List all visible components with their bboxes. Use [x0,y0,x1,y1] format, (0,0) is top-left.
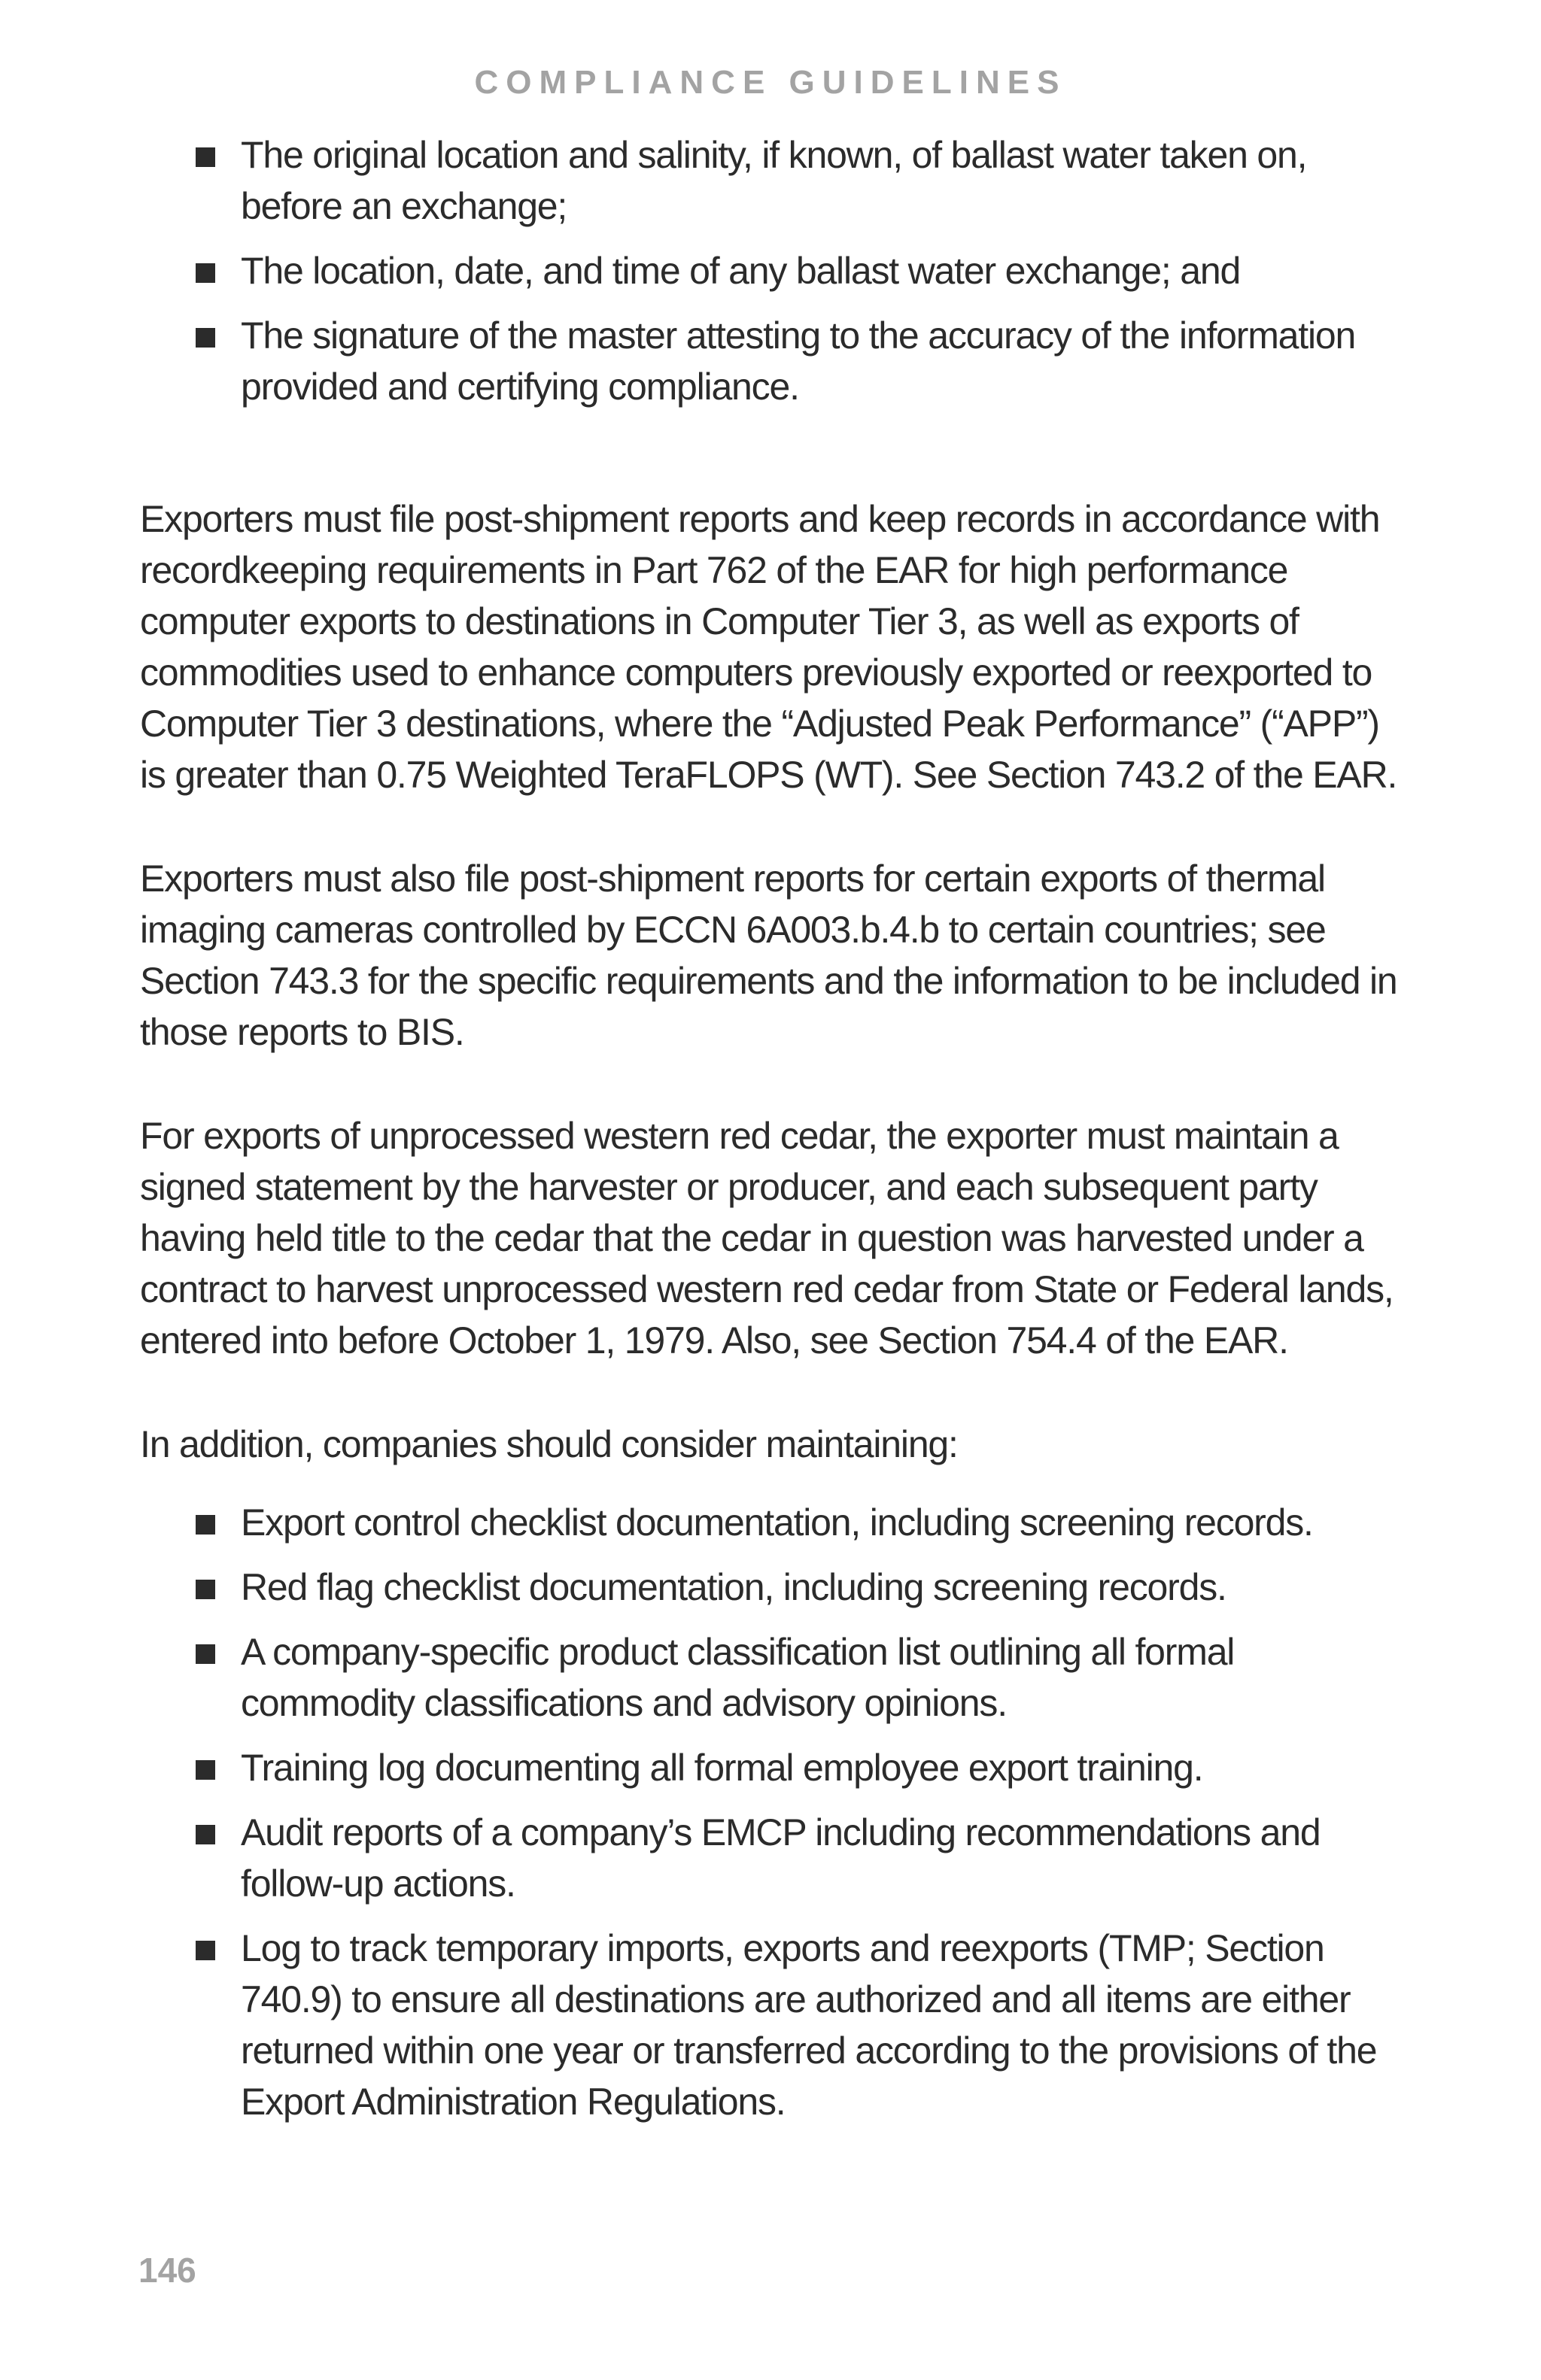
square-bullet-icon [196,1644,215,1664]
page-number: 146 [138,2251,196,2290]
square-bullet-icon [196,1760,215,1780]
page-content [140,129,1404,2141]
list-item-text: Red flag checklist documentation, including screening records. [241,1566,1226,1608]
spacer [140,1058,1404,1110]
list-item [140,1923,1404,2127]
spacer [140,1366,1404,1419]
maintained-records-list [140,1497,1404,2127]
square-bullet-icon [196,1580,215,1599]
list-item-text: The original location and salinity, if known, of ballast water taken on, before an exchange; [241,134,1307,227]
list-item-text: Log to track temporary imports, exports and reexports (TMP; Section 740.9) to ensure all destinations are authorized and all items are either returned within one year or transferred according to the provisions of the Export Administration Regulations. [241,1927,1377,2123]
square-bullet-icon [196,328,215,348]
list-item [140,1807,1404,1909]
list-item [140,1742,1404,1793]
list-item [140,129,1404,232]
paragraph-in-addition: In addition, companies should consider maintaining: [140,1423,958,1465]
list-item-text: The signature of the master attesting to the accuracy of the information provided and certifying compliance. [241,314,1356,408]
paragraph-red-cedar: For exports of unprocessed western red cedar, the exporter must maintain a signed statement by the harvester or producer, and each subsequent party having held title to the cedar that the cedar in question was harvested under a contract to harvest unprocessed western red cedar from State or Federal lands, entered into before October 1, 1979. Also, see Section 754.4 of the EAR. [140,1115,1394,1362]
list-item [140,310,1404,412]
ballast-record-list [140,129,1404,412]
list-item [140,245,1404,296]
square-bullet-icon [196,147,215,167]
list-item-text: A company-specific product classification list outlining all formal commodity classifications and advisory opinions. [241,1631,1235,1724]
list-item [140,1626,1404,1729]
spacer [140,1470,1404,1497]
square-bullet-icon [196,263,215,283]
list-item-text: Audit reports of a company’s EMCP including recommendations and follow-up actions. [241,1811,1321,1905]
square-bullet-icon [196,1941,215,1960]
list-item-text: Export control checklist documentation, including screening records. [241,1501,1313,1544]
running-header: COMPLIANCE GUIDELINES [474,64,1067,101]
list-item-text: Training log documenting all formal employee export training. [241,1747,1203,1789]
list-item [140,1497,1404,1548]
spacer [140,800,1404,853]
list-item-text: The location, date, and time of any ballast water exchange; and [241,250,1241,292]
paragraph-thermal-imaging: Exporters must also file post-shipment reports for certain exports of thermal imaging cameras controlled by ECCN 6A003.b.4.b to certain countries; see Section 743.3 for the specific requirements and the information to be included in those reports to BIS. [140,858,1397,1053]
square-bullet-icon [196,1825,215,1844]
spacer [140,426,1404,493]
list-item [140,1562,1404,1613]
paragraph-post-shipment-computers: Exporters must file post-shipment reports and keep records in accordance with recordkeeping requirements in Part 762 of the EAR for high performance computer exports to destinations in Computer Tier 3, as well as exports of commodities used to enhance computers previously exported or reexported to Computer Tier 3 destinations, where the “Adjusted Peak Performance” (“APP”) is greater than 0.75 Weighted TeraFLOPS (WT). See Section 743.2 of the EAR. [140,498,1397,796]
square-bullet-icon [196,1515,215,1535]
